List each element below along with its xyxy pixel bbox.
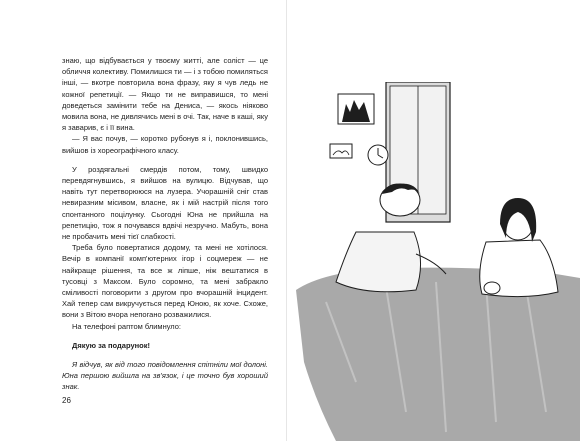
framed-picture-icon [338, 94, 374, 124]
paragraph: знаю, що відбувається у твоєму житті, але соліст — це обличчя колективу. Помилишся ти — і з тобою помиляться інші, — вкотре повторила вона фразу, яку я чув ледь не кожної репетиції. — Якщо ти не виправишся, то мені доведеться замінити тебе на Дениса, — якось ніяково мовила вона, не дивлячись мені в очі. Так, наче в каші, яку я заварив, є і її вина. [62, 56, 268, 133]
person-right [480, 198, 558, 297]
paragraph: Треба було повертатися додому, та мені не хотілося. Вечір в компанії комп'ютерних ігор і соцмереж — не найкраще рішення, та все ж ліпше, ніж вештатися в тусовці з Максом. Було соромно, та мені забракло сміливості поговорити з другом про вчорашній інцидент. Хай тепер сам викручується перед Юною, як хоче. Схоже, вони з Вітою вчора непогано розважилися. [62, 243, 268, 320]
paragraph: Я відчув, як від того повідомлення спітніли мої долоні. Юна першою вийшла на зв'язок, і це точно був хороший знак. [62, 360, 268, 392]
page-divider [286, 0, 287, 441]
illustration [296, 82, 580, 441]
wall-clock-icon [368, 145, 388, 165]
paragraph: У роздягальні смердів потом, тому, швидко перевдягнувшись, я вийшов на вулицю. Відчував, що навіть тут перетворююся на лузера. Учорашній сніг став невиразним місивом, власне, як і мій настрій після того спонтанного поцілунку. Сьогодні Юна не прийшла на репетицію, тож я почувався вдвічі незручно. Мабуть, вона не пробачить мені тієї слабкості. [62, 164, 268, 242]
page-number: 26 [62, 396, 71, 405]
message-text: Дякую за подарунок! [72, 340, 150, 350]
framed-picture-icon [330, 144, 352, 158]
paragraph: — Я вас почув, — коротко рубонув я і, поклонившись, вийшов із хореографічного класу. [62, 134, 268, 155]
paragraph: На телефоні раптом блимнуло: [72, 321, 182, 331]
book-text [62, 55, 268, 393]
